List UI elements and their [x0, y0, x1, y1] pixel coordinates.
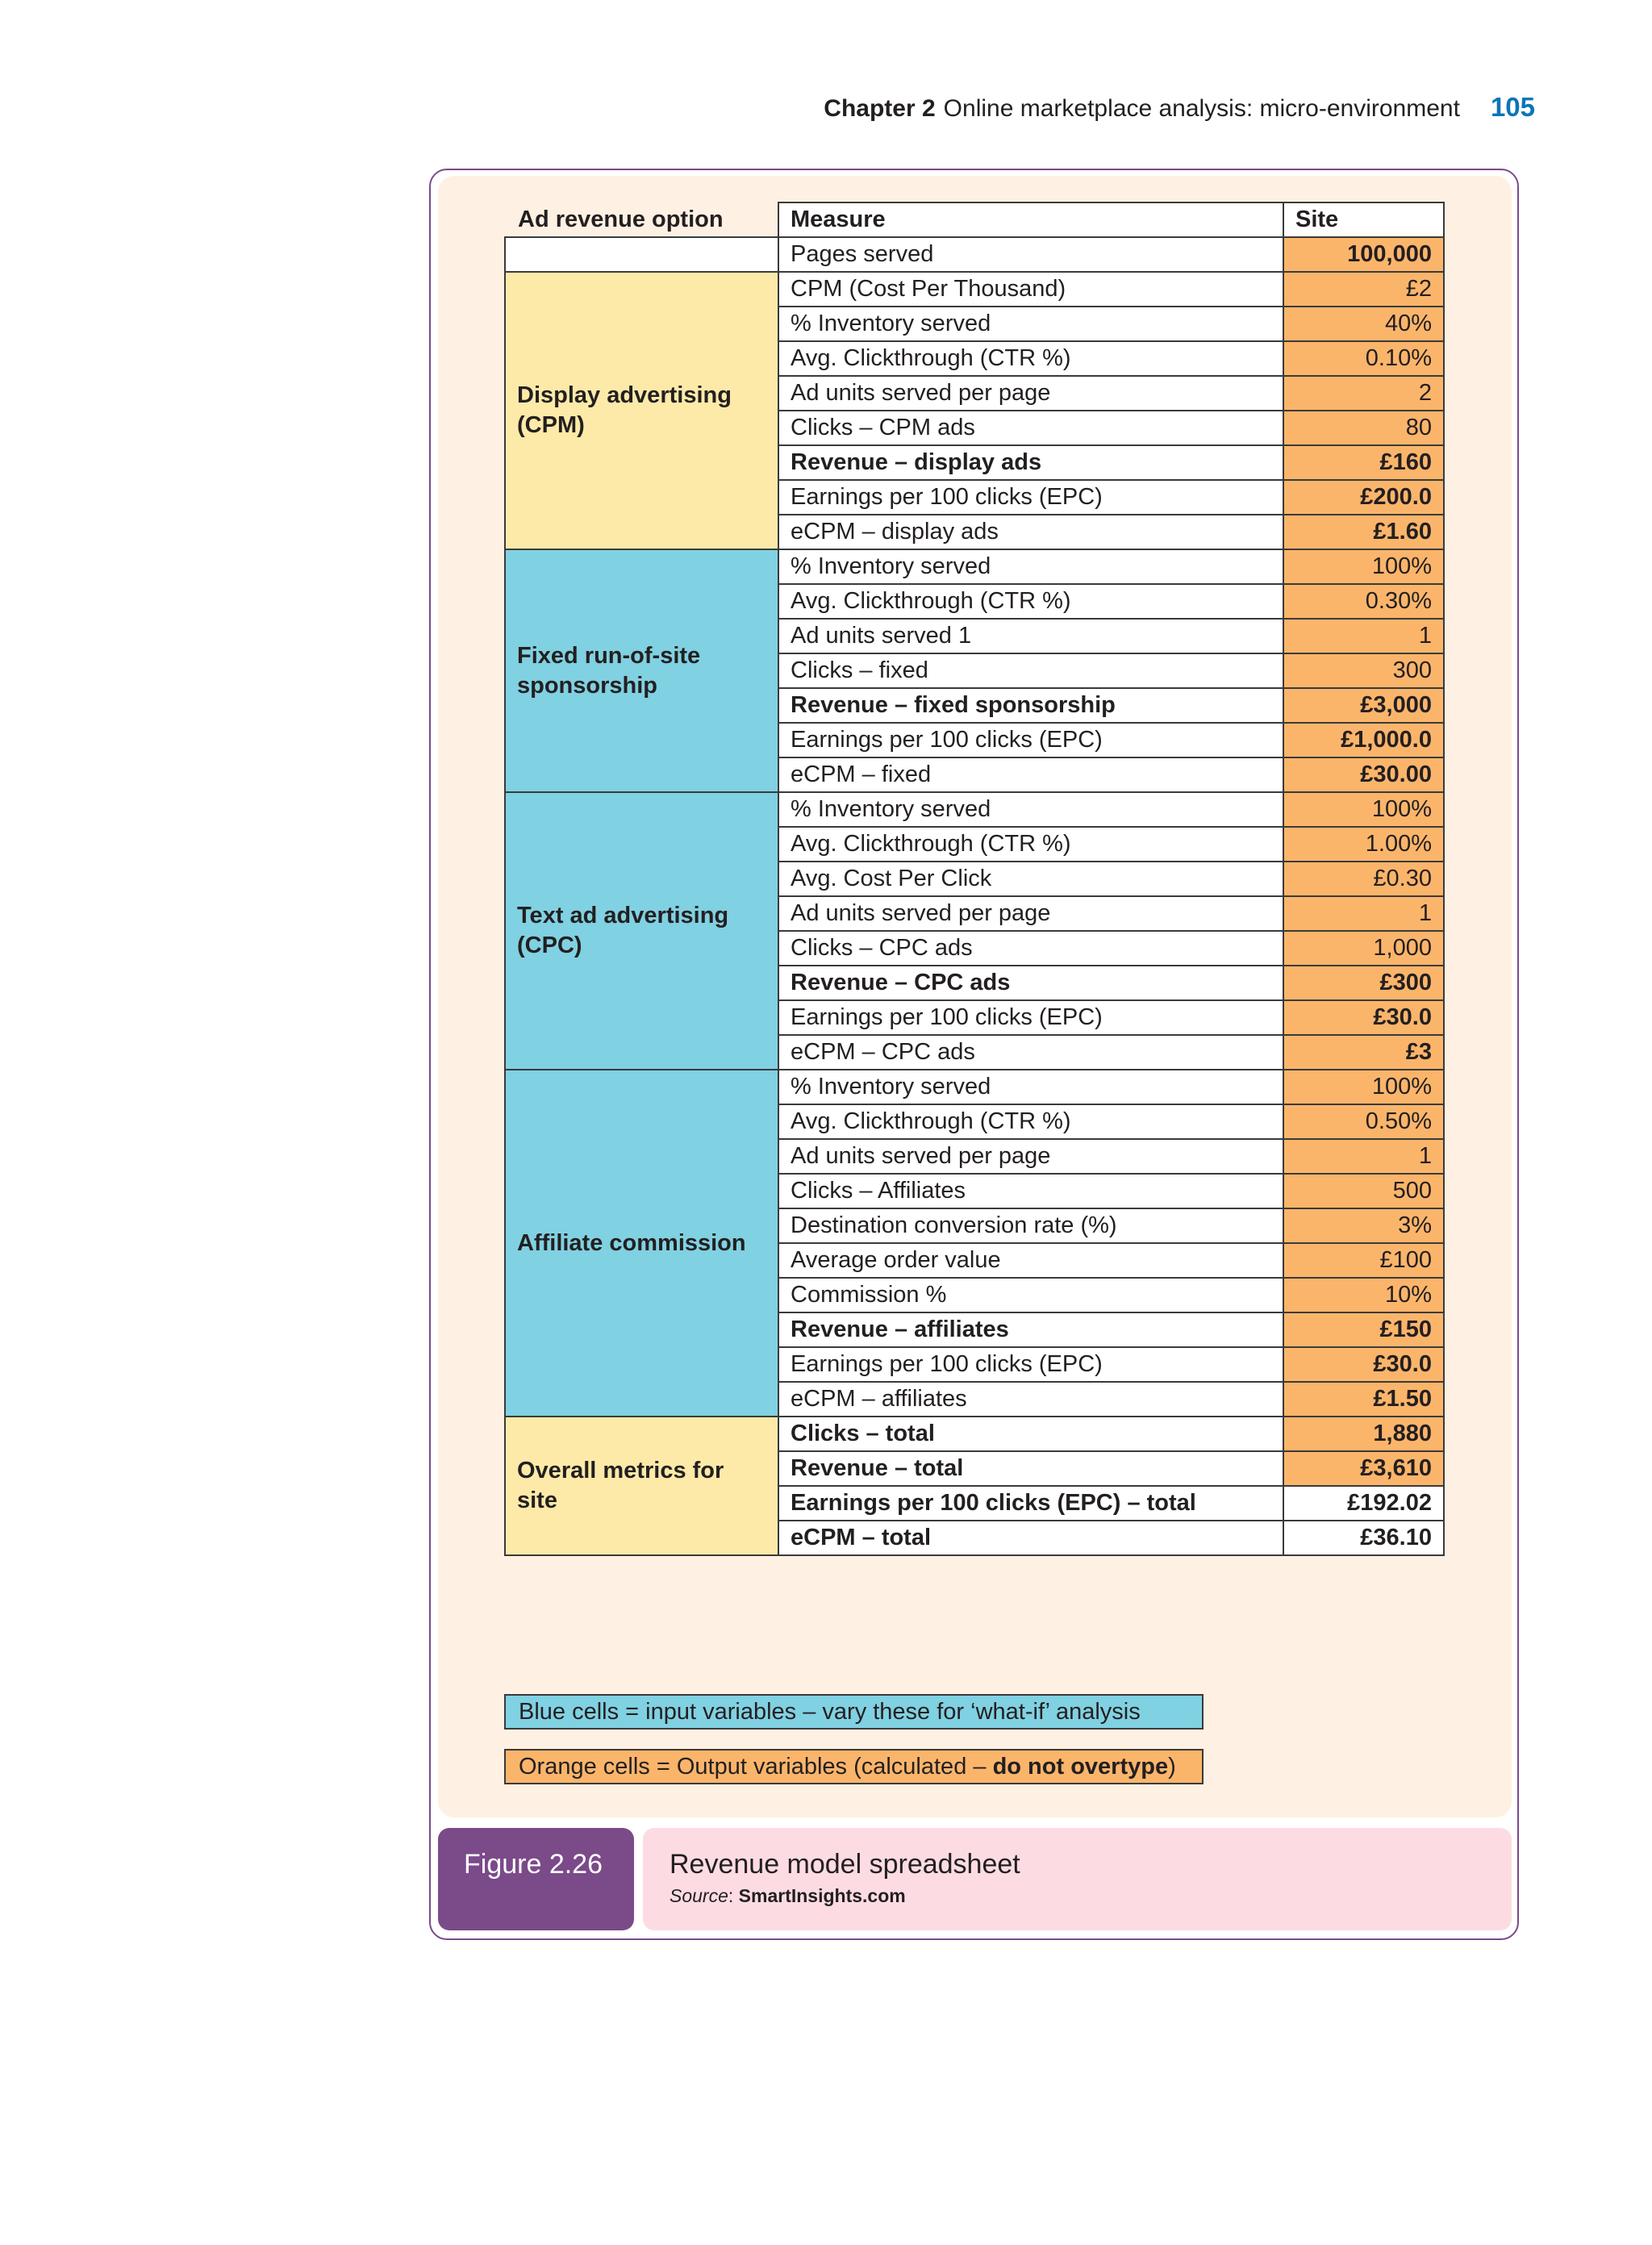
measure-cell: Revenue – CPC ads — [778, 966, 1283, 1000]
value-cell[interactable]: £2 — [1283, 272, 1444, 307]
value-cell[interactable]: 300 — [1283, 653, 1444, 688]
measure-cell: Pages served — [778, 237, 1283, 272]
measure-cell: Average order value — [778, 1243, 1283, 1278]
legend-orange-suffix: ) — [1168, 1754, 1176, 1780]
value-cell[interactable]: £30.00 — [1283, 757, 1444, 792]
caption-source — [670, 1885, 1512, 1907]
running-head — [824, 92, 1535, 123]
measure-cell: Earnings per 100 clicks (EPC) — [778, 480, 1283, 515]
table-row — [505, 1417, 1444, 1451]
legend-orange-bold: do not overtype — [992, 1754, 1169, 1780]
value-cell[interactable]: 1,880 — [1283, 1417, 1444, 1451]
measure-cell: % Inventory served — [778, 307, 1283, 341]
value-cell[interactable]: £3 — [1283, 1035, 1444, 1070]
revenue-model-table — [504, 202, 1445, 1556]
table-body — [505, 237, 1444, 1555]
caption-title: Revenue model spreadsheet — [670, 1849, 1020, 1880]
source-separator: : — [728, 1885, 739, 1906]
group-label-cell: Text ad advertising (CPC) — [505, 792, 778, 1070]
legend-input-variables: Blue cells = input variables – vary these for ‘what-if’ analysis — [504, 1694, 1204, 1730]
measure-cell: Avg. Clickthrough (CTR %) — [778, 341, 1283, 376]
measure-cell: Revenue – fixed sponsorship — [778, 688, 1283, 723]
value-cell[interactable]: 0.10% — [1283, 341, 1444, 376]
table-row — [505, 237, 1444, 272]
value-cell[interactable]: 40% — [1283, 307, 1444, 341]
measure-cell: Ad units served per page — [778, 896, 1283, 931]
source-value: SmartInsights.com — [738, 1885, 906, 1906]
value-cell[interactable]: 3% — [1283, 1208, 1444, 1243]
measure-cell: Avg. Clickthrough (CTR %) — [778, 827, 1283, 862]
measure-cell: Destination conversion rate (%) — [778, 1208, 1283, 1243]
measure-cell: Clicks – CPC ads — [778, 931, 1283, 966]
value-cell[interactable]: £1.50 — [1283, 1382, 1444, 1417]
value-cell[interactable]: 0.30% — [1283, 584, 1444, 619]
value-cell[interactable]: 1 — [1283, 1139, 1444, 1174]
value-cell[interactable]: £160 — [1283, 445, 1444, 480]
measure-cell: Avg. Clickthrough (CTR %) — [778, 584, 1283, 619]
value-cell[interactable]: 1.00% — [1283, 827, 1444, 862]
value-cell[interactable]: 10% — [1283, 1278, 1444, 1312]
table-row — [505, 272, 1444, 307]
value-cell[interactable]: 1,000 — [1283, 931, 1444, 966]
value-cell[interactable]: £0.30 — [1283, 862, 1444, 896]
legend-orange-prefix: Orange cells = Output variables (calculated – — [519, 1754, 993, 1780]
value-cell[interactable]: 2 — [1283, 376, 1444, 411]
value-cell[interactable]: 100% — [1283, 1070, 1444, 1104]
value-cell[interactable]: £192.02 — [1283, 1486, 1444, 1521]
table-header-row — [505, 202, 1444, 237]
measure-cell: Earnings per 100 clicks (EPC) – total — [778, 1486, 1283, 1521]
measure-cell: eCPM – display ads — [778, 515, 1283, 549]
chapter-label: Chapter 2 — [824, 95, 936, 122]
measure-cell: Revenue – affiliates — [778, 1312, 1283, 1347]
value-cell[interactable]: 0.50% — [1283, 1104, 1444, 1139]
measure-cell: Ad units served per page — [778, 1139, 1283, 1174]
value-cell[interactable]: £1.60 — [1283, 515, 1444, 549]
measure-cell: Avg. Cost Per Click — [778, 862, 1283, 896]
value-cell[interactable]: 100% — [1283, 792, 1444, 827]
measure-cell: eCPM – total — [778, 1521, 1283, 1555]
measure-cell: Earnings per 100 clicks (EPC) — [778, 723, 1283, 757]
value-cell[interactable]: 80 — [1283, 411, 1444, 445]
value-cell[interactable]: 1 — [1283, 896, 1444, 931]
measure-cell: Clicks – total — [778, 1417, 1283, 1451]
legend-output-variables — [504, 1749, 1204, 1784]
value-cell[interactable]: £200.0 — [1283, 480, 1444, 515]
measure-cell: Revenue – display ads — [778, 445, 1283, 480]
value-cell[interactable]: £30.0 — [1283, 1347, 1444, 1382]
measure-cell: % Inventory served — [778, 792, 1283, 827]
measure-cell: Earnings per 100 clicks (EPC) — [778, 1347, 1283, 1382]
column-header-ad-revenue-option: Ad revenue option — [505, 202, 778, 237]
column-header-site: Site — [1283, 202, 1444, 237]
measure-cell: Clicks – CPM ads — [778, 411, 1283, 445]
measure-cell: eCPM – affiliates — [778, 1382, 1283, 1417]
figure-caption — [643, 1828, 1512, 1930]
value-cell[interactable]: £150 — [1283, 1312, 1444, 1347]
value-cell[interactable]: 1 — [1283, 619, 1444, 653]
measure-cell: Commission % — [778, 1278, 1283, 1312]
value-cell[interactable]: £30.0 — [1283, 1000, 1444, 1035]
measure-cell: CPM (Cost Per Thousand) — [778, 272, 1283, 307]
group-label-cell: Overall metrics for site — [505, 1417, 778, 1555]
measure-cell: eCPM – fixed — [778, 757, 1283, 792]
group-label-cell: Affiliate commission — [505, 1070, 778, 1417]
empty-label-cell — [505, 237, 778, 272]
measure-cell: eCPM – CPC ads — [778, 1035, 1283, 1070]
table-row — [505, 792, 1444, 827]
measure-cell: Clicks – Affiliates — [778, 1174, 1283, 1208]
column-header-measure: Measure — [778, 202, 1283, 237]
measure-cell: Revenue – total — [778, 1451, 1283, 1486]
group-label-cell: Fixed run-of-site sponsorship — [505, 549, 778, 792]
measure-cell: % Inventory served — [778, 1070, 1283, 1104]
page-number: 105 — [1490, 92, 1535, 122]
measure-cell: Avg. Clickthrough (CTR %) — [778, 1104, 1283, 1139]
value-cell[interactable]: 100,000 — [1283, 237, 1444, 272]
table-row — [505, 1070, 1444, 1104]
value-cell[interactable]: 100% — [1283, 549, 1444, 584]
measure-cell: Ad units served per page — [778, 376, 1283, 411]
group-label-cell: Display advertising (CPM) — [505, 272, 778, 549]
value-cell[interactable]: £100 — [1283, 1243, 1444, 1278]
source-label: Source — [670, 1885, 728, 1906]
measure-cell: Clicks – fixed — [778, 653, 1283, 688]
measure-cell: Earnings per 100 clicks (EPC) — [778, 1000, 1283, 1035]
value-cell[interactable]: £3,000 — [1283, 688, 1444, 723]
value-cell[interactable]: £3,610 — [1283, 1451, 1444, 1486]
chapter-title: Online marketplace analysis: micro-environment — [943, 95, 1460, 122]
table-row — [505, 549, 1444, 584]
measure-cell: Ad units served 1 — [778, 619, 1283, 653]
value-cell[interactable]: £300 — [1283, 966, 1444, 1000]
figure-label: Figure 2.26 — [438, 1828, 634, 1930]
value-cell[interactable]: £1,000.0 — [1283, 723, 1444, 757]
value-cell[interactable]: 500 — [1283, 1174, 1444, 1208]
value-cell[interactable]: £36.10 — [1283, 1521, 1444, 1555]
measure-cell: % Inventory served — [778, 549, 1283, 584]
